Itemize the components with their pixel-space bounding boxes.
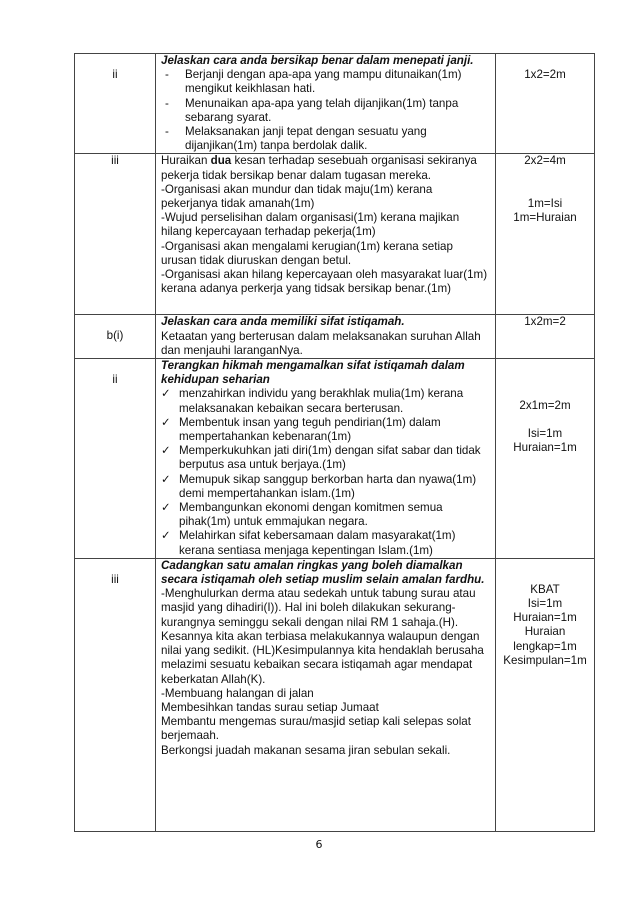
check-icon: ✓: [161, 415, 171, 429]
marks-cell: [496, 154, 595, 315]
answer-line: -Menghulurkan derma atau sedekah untuk tabung surau atau masjid yang dihadiri(I)). Hal ini boleh dilakukan sekurang-kurangnya seminggu sekali dengan nilai RM 1 sahaja.(H). Kesannya kita akan terbiasa melakukannya walaupun dengan nilai yang sedikit. (HL)Kesimpulannya kita hendaklah berusaha melazimi sesuatu kebaikan secara istiqamah agar mendapat keberkatan Allah(K).: [161, 587, 484, 686]
question-number: iii: [111, 154, 119, 168]
answer-cell: [156, 315, 496, 359]
list-item: ✓ Memperkukuhkan jati diri(1m) dengan sifat sabar dan tidak berputus asa untuk berjaya.(1m): [161, 444, 481, 472]
marks-text: 2x1m=2m: [519, 399, 571, 413]
marks-cell: [496, 315, 595, 359]
question-number: iii: [111, 572, 119, 586]
marks-text: 2x2=4m: [524, 154, 566, 168]
question-text: Terangkan hikmah mengamalkan sifat istiqamah dalam kehidupan seharian: [161, 359, 465, 387]
answer-line: Membesihkan tandas surau setiap Jumaat: [161, 700, 379, 714]
answer-cell: [156, 558, 496, 831]
answer-line: Ketaatan yang berterusan dalam melaksanakan suruhan Allah dan menjauhi laranganNya.: [161, 329, 481, 357]
check-icon: ✓: [161, 501, 171, 515]
list-item: ✓ menzahirkan individu yang berakhlak mulia(1m) kerana melaksanakan kebaikan secara berterusan.: [161, 387, 464, 415]
question-number: ii: [112, 68, 118, 81]
answer-line: -Membuang halangan di jalan: [161, 686, 314, 700]
marks-text: Huraian=1m: [513, 441, 577, 455]
answer-line: -Organisasi akan mundur dan tidak maju(1m) kerana pekerjanya tidak amanah(1m): [161, 182, 433, 211]
marks-cell: [496, 359, 595, 559]
page-number: 6: [315, 838, 323, 851]
question-text: Jelaskan cara anda memiliki sifat istiqamah.: [161, 315, 405, 329]
marks-cell: [496, 54, 595, 154]
table-row: [75, 154, 595, 315]
check-icon: ✓: [161, 529, 171, 543]
marks-text: KBAT: [530, 582, 560, 596]
question-number-cell: [75, 54, 156, 154]
marks-text: 1x2=2m: [524, 68, 566, 81]
answer-line: -Organisasi akan mengalami kerugian(1m) kerana setiap urusan tidak diuruskan dengan betul.: [161, 239, 453, 267]
check-icon: ✓: [161, 387, 171, 401]
marks-text: Isi=1m: [527, 427, 563, 441]
answer-line: -Organisasi akan hilang kepercayaan oleh masyarakat luar(1m) kerana adanya perkerja yang tidsak bersikap benar.(1m): [161, 268, 488, 296]
marks-cell: [496, 558, 595, 831]
marks-text: 1m=Huraian: [513, 210, 577, 224]
question-number-cell: [75, 154, 156, 315]
list-item: ✓ Melahirkan sifat kebersamaan dalam masyarakat(1m) kerana sentiasa menjaga kepentingan Islam.(1m): [161, 529, 456, 557]
list-item: ✓ Memupuk sikap sanggup berkorban harta dan nyawa(1m) demi mempertahankan islam.(1m): [161, 472, 477, 500]
answer-cell: [156, 54, 496, 154]
question-text: Jelaskan cara anda bersikap benar dalam menepati janji.: [161, 54, 474, 67]
table-row: [75, 558, 595, 831]
marks-text: Isi=1m: [527, 597, 563, 611]
answer-cell: [156, 359, 496, 559]
question-number-cell: [75, 359, 156, 559]
question-text: Huraikan dua kesan terhadap sesebuah organisasi sekiranya pekerja tidak bersikap benar dalam tugasan mereka.: [161, 154, 477, 182]
check-icon: ✓: [161, 472, 171, 486]
question-text: Cadangkan satu amalan ringkas yang boleh diamalkan secara istiqamah oleh setiap muslim selain amalan fardhu.: [161, 558, 485, 587]
question-number-cell: [75, 315, 156, 359]
answer-cell: [156, 154, 496, 315]
list-item: - Menunaikan apa-apa yang telah dijanjikan(1m) tanpa sebarang syarat.: [165, 96, 459, 124]
answer-line: Membantu mengemas surau/masjid setiap kali selepas solat berjemaah.: [161, 715, 471, 743]
answer-line: Berkongsi juadah makanan sesama jiran sebulan sekali.: [161, 743, 451, 757]
marks-text: lengkap=1m: [513, 639, 577, 653]
marks-text: 1x2m=2: [524, 315, 566, 329]
marking-scheme-table: [74, 53, 595, 832]
table-row: [75, 315, 595, 359]
question-number: ii: [112, 373, 118, 387]
marks-text: Kesimpulan=1m: [503, 653, 587, 667]
table-row: [75, 54, 595, 154]
marks-text: Huraian: [524, 625, 566, 639]
question-number-cell: [75, 558, 156, 831]
marks-text: Huraian=1m: [513, 611, 577, 625]
question-number: b(i): [106, 329, 124, 343]
list-item: ✓ Membangunkan ekonomi dengan komitmen semua pihak(1m) untuk emmajukan negara.: [161, 501, 443, 529]
table-row: [75, 359, 595, 559]
list-item: - Berjanji dengan apa-apa yang mampu ditunaikan(1m) mengikut keikhlasan hati.: [165, 68, 462, 96]
list-item: ✓ Membentuk insan yang teguh pendirian(1m) dalam mempertahankan kebenaran(1m): [161, 415, 441, 444]
answer-line: -Wujud perselisihan dalam organisasi(1m) kerana majikan hilang kepercayaan terhadap pekerja(1m): [161, 211, 460, 239]
marks-text: 1m=Isi: [527, 196, 563, 210]
list-item: - Melaksanakan janji tepat dengan sesuatu yang dijanjikan(1m) tanpa berdolak dalik.: [165, 125, 427, 153]
check-icon: ✓: [161, 444, 171, 458]
